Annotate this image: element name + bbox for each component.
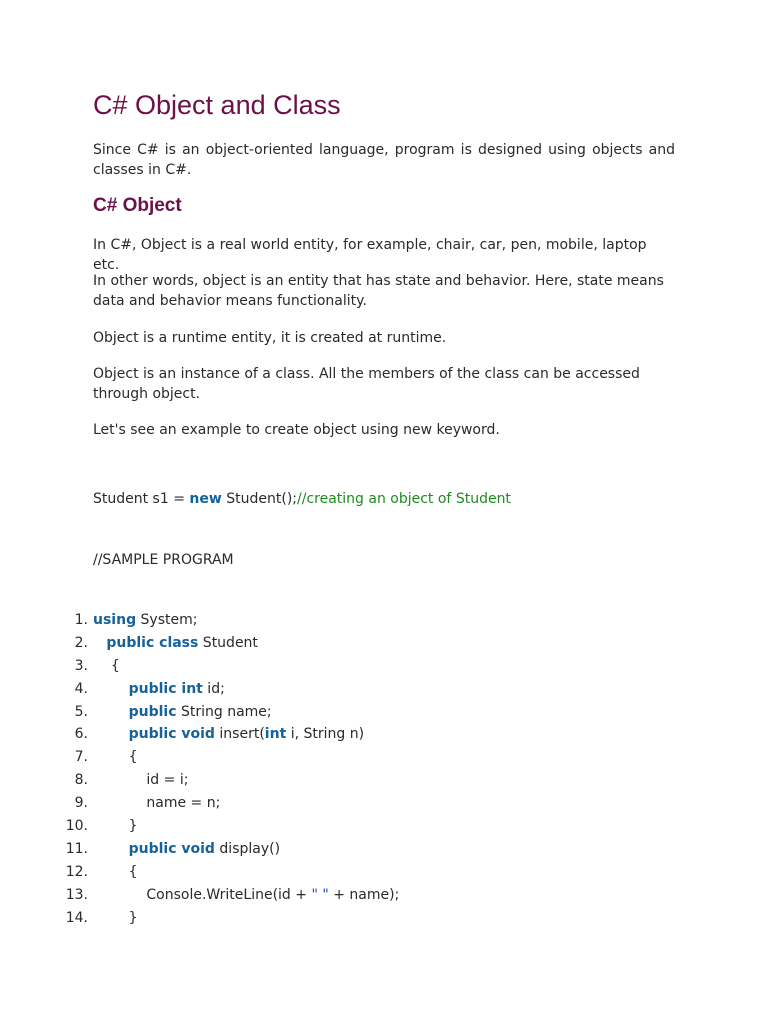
code-token: id = i; [146, 772, 189, 789]
code-indent [93, 864, 129, 880]
line-number: 2. [74, 634, 88, 651]
paragraph-instance: Object is an instance of a class. All the members of the class can be accessed through object. [93, 366, 640, 402]
code-token: i, String n) [286, 726, 365, 743]
code-line [74, 632, 693, 655]
paragraph-example-intro: Let's see an example to create object using new keyword. [93, 422, 500, 438]
code-indent [93, 681, 129, 697]
code-text [93, 884, 399, 907]
line-number: 11. [65, 840, 88, 857]
code-string: " " [311, 886, 329, 903]
code-text [93, 723, 364, 746]
code-text [93, 609, 197, 632]
line-number: 13. [65, 886, 88, 903]
code-token: } [128, 909, 138, 926]
line-number: 14. [65, 909, 88, 926]
paragraph-state-behavior: In other words, object is an entity that has state and behavior. Here, state means data and behavior means functionality. [93, 273, 664, 309]
code-text [93, 907, 138, 930]
code-indent [93, 818, 129, 834]
code-indent [93, 635, 106, 651]
code-token: { [110, 657, 120, 674]
code-line [74, 609, 693, 632]
code-keyword: int [264, 726, 287, 743]
sample-program-label: //SAMPLE PROGRAM [93, 552, 234, 568]
code-token: + name); [328, 886, 400, 903]
code-keyword: public void [128, 840, 215, 857]
code-line [74, 701, 693, 724]
code-line [65, 907, 693, 930]
code-indent [93, 887, 146, 903]
code-token: { [128, 749, 138, 766]
line-number: 7. [74, 749, 88, 766]
code-line [65, 861, 693, 884]
line-number: 9. [74, 795, 88, 812]
example-prefix: Student s1 = [93, 491, 190, 507]
code-indent [93, 749, 129, 765]
code-indent [93, 795, 146, 811]
line-number: 5. [74, 703, 88, 720]
code-line [74, 746, 693, 769]
line-number: 4. [74, 680, 88, 697]
example-keyword: new [189, 491, 222, 507]
example-statement [93, 489, 675, 509]
intro-paragraph: Since C# is an object-oriented language, program is designed using objects and classes in C#. [93, 142, 675, 178]
code-indent [93, 704, 129, 720]
paragraph-object-definition: In C#, Object is a real world entity, for example, chair, car, pen, mobile, laptop etc. [93, 237, 647, 273]
code-line [65, 884, 693, 907]
code-line [74, 769, 693, 792]
line-number: 10. [65, 818, 88, 835]
code-token: name = n; [146, 795, 221, 812]
line-number: 6. [74, 726, 88, 743]
code-keyword: public void [128, 726, 215, 743]
code-text [93, 655, 120, 678]
code-indent [93, 772, 146, 788]
code-text [93, 838, 280, 861]
code-keyword: public int [128, 680, 203, 697]
code-token: Console.WriteLine(id + [146, 886, 312, 903]
code-line [74, 723, 693, 746]
code-listing [65, 609, 693, 929]
code-line [74, 655, 693, 678]
code-line [74, 792, 693, 815]
code-keyword: public [128, 703, 177, 720]
line-number: 1. [74, 612, 88, 628]
line-number: 8. [74, 772, 88, 789]
code-indent [93, 841, 129, 857]
code-token: String name; [176, 703, 272, 720]
paragraph-runtime: Object is a runtime entity, it is created at runtime. [93, 330, 447, 346]
code-keyword: public class [106, 634, 199, 651]
section-heading: C# Object [93, 195, 182, 216]
code-text [93, 769, 188, 792]
line-number: 3. [74, 657, 88, 674]
code-token: Student [198, 634, 258, 651]
code-indent [93, 910, 129, 926]
code-line [74, 678, 693, 701]
example-comment: //creating an object of Student [297, 491, 511, 507]
code-text [93, 678, 225, 701]
code-token: System; [136, 612, 198, 628]
example-suffix: Student(); [221, 491, 298, 507]
code-text [93, 792, 220, 815]
code-token: display() [214, 840, 281, 857]
code-line [65, 838, 693, 861]
code-text [93, 861, 138, 884]
code-token: { [128, 863, 138, 880]
code-keyword: using [93, 612, 137, 628]
code-text [93, 815, 138, 838]
code-token: insert( [214, 726, 265, 743]
code-token: } [128, 818, 138, 835]
page-title: C# Object and Class [93, 90, 341, 120]
code-indent [93, 658, 111, 674]
code-token: id; [202, 680, 225, 697]
code-text [93, 701, 272, 724]
code-text [93, 746, 138, 769]
line-number: 12. [65, 863, 88, 880]
code-line [65, 815, 693, 838]
code-indent [93, 726, 129, 742]
code-text [93, 632, 258, 655]
